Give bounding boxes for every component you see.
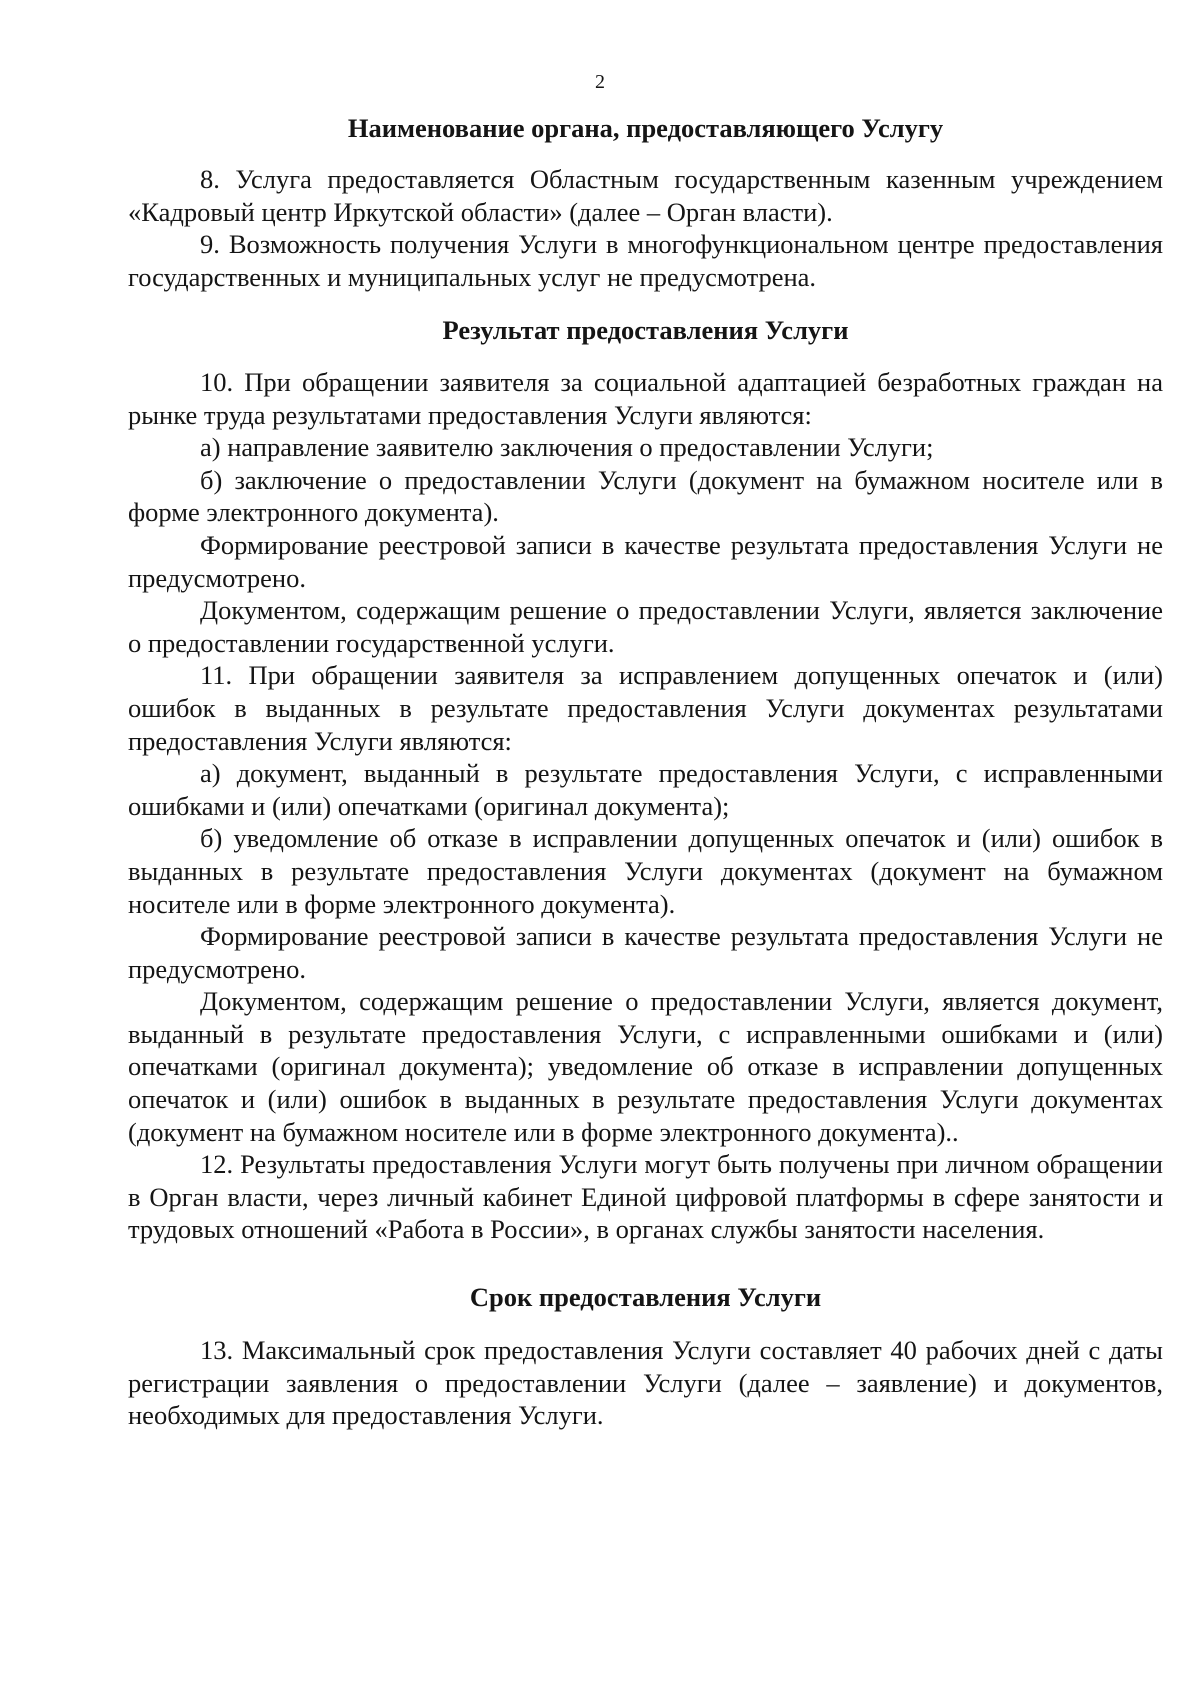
paragraph-9: 9. Возможность получения Услуги в многофункциональном центре предоставления государственных и муниципальных услуг не предусмотрена.: [128, 229, 1163, 292]
page-number: 2: [595, 71, 605, 93]
paragraph-10a: а) направление заявителю заключения о предоставлении Услуги;: [200, 432, 934, 463]
paragraph-10: 10. При обращении заявителя за социальной адаптацией безработных граждан на рынке труда результатами предоставления Услуги являются:: [128, 367, 1163, 430]
paragraph-11b: б) уведомление об отказе в исправлении допущенных опечаток и (или) ошибок в выданных в результате предоставления Услуги документах (документ на бумажном носителе или в форме электронного документа).: [128, 823, 1163, 919]
paragraph-10b: б) заключение о предоставлении Услуги (документ на бумажном носителе или в форме электронного документа).: [128, 464, 1163, 528]
paragraph-decision-doc-2: Документом, содержащим решение о предоставлении Услуги, является документ, выданный в результате предоставления Услуги, с исправленными ошибками и (или) опечатками (оригинал документа); уведомление об отказе в исправлении допущенных опечаток и (или) ошибок в выданных в результате предоставления Услуги документах (документ на бумажном носителе или в форме электронного документа)..: [128, 986, 1163, 1147]
section-heading-term: Срок предоставления Услуги: [469, 1282, 822, 1312]
paragraph-registry-note-2: Формирование реестровой записи в качестве результата предоставления Услуги не предусмотрено.: [128, 921, 1163, 984]
section-body-result: [128, 366, 1163, 1246]
paragraph-11a: а) документ, выданный в результате предоставления Услуги, с исправленными ошибками и (или) опечатками (оригинал документа);: [128, 758, 1163, 821]
section-body-authority: [128, 163, 1163, 293]
paragraph-registry-note-1: Формирование реестровой записи в качестве результата предоставления Услуги не предусмотрено.: [128, 529, 1163, 593]
paragraph-13: 13. Максимальный срок предоставления Услуги составляет 40 рабочих дней с даты регистрации заявления о предоставлении Услуги (далее – заявление) и документов, необходимых для предоставления Услуги.: [128, 1335, 1163, 1431]
paragraph-11: 11. При обращении заявителя за исправлением допущенных опечаток и (или) ошибок в выданных в результате предоставления Услуги документах результатами предоставления Услуги являются:: [128, 660, 1163, 756]
paragraph-decision-doc-1: Документом, содержащим решение о предоставлении Услуги, является заключение о предоставлении государственной услуги.: [128, 595, 1163, 658]
section-body-term: [128, 1334, 1163, 1432]
paragraph-8: 8. Услуга предоставляется Областным государственным казенным учреждением «Кадровый центр Иркутской области» (далее – Орган власти).: [128, 164, 1163, 227]
section-heading-result: Результат предоставления Услуги: [442, 315, 849, 345]
section-heading-authority: Наименование органа, предоставляющего Услугу: [347, 113, 944, 143]
paragraph-12: 12. Результаты предоставления Услуги могут быть получены при личном обращении в Орган власти, через личный кабинет Единой цифровой платформы в сфере занятости и трудовых отношений «Работа в России», в органах службы занятости населения.: [128, 1149, 1163, 1245]
